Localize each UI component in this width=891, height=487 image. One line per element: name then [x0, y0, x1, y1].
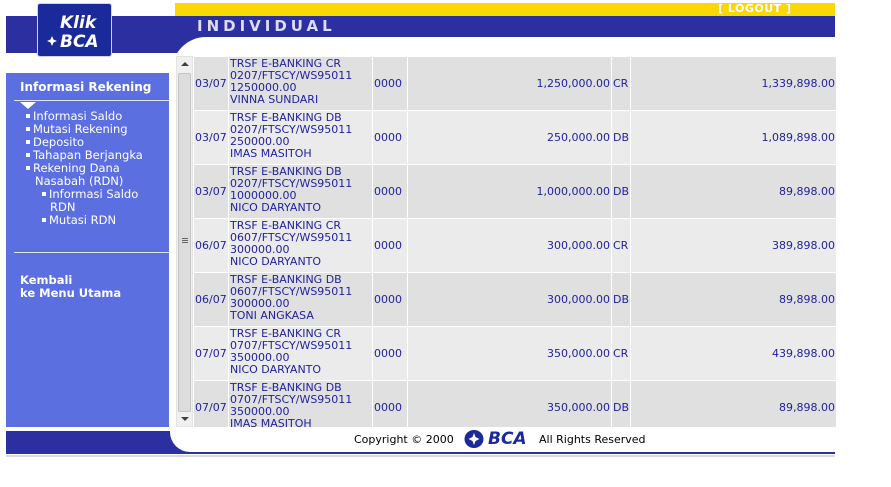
bca-emblem-icon [464, 429, 484, 449]
description-line: 0607/FTSCY/WS95011 [230, 285, 353, 298]
description-line: TRSF E-BANKING CR [230, 327, 342, 340]
date-cell: 06/07 [194, 219, 228, 272]
logout-link[interactable]: [ LOGOUT ] [718, 2, 792, 15]
sidebar [6, 73, 169, 427]
page-title: INDIVIDUAL [197, 17, 336, 35]
description-line: 300000.00 [230, 243, 290, 256]
sidebar-item-label: Mutasi RDN [49, 213, 117, 227]
branch-cell: 0000 [373, 381, 407, 427]
bullet-icon [26, 127, 30, 131]
copyright-text: Copyright © 2000 [354, 433, 454, 446]
footer-logo-text: BCA [488, 429, 527, 449]
sidebar-subitem-informasi-saldo-rdn[interactable] [26, 188, 166, 214]
back-to-main-menu-link[interactable] [20, 274, 121, 300]
bca-footer-logo [464, 429, 533, 449]
description-cell [229, 327, 372, 380]
description-line: TRSF E-BANKING DB [230, 165, 342, 178]
bullet-icon [42, 192, 46, 196]
date-cell: 03/07 [194, 111, 228, 164]
transaction-table [193, 56, 837, 427]
description-line: 250000.00 [230, 135, 290, 148]
sidebar-item-label-continued: Nasabah (RDN) [35, 174, 124, 188]
bullet-icon [26, 166, 30, 170]
description-line: NICO DARYANTO [230, 201, 322, 214]
description-cell [229, 273, 372, 326]
type-cell: CR [612, 57, 630, 110]
table-row [194, 111, 836, 164]
footer-divider [6, 455, 835, 457]
back-link-line2: ke Menu Utama [20, 286, 122, 300]
sidebar-item-label: Tahapan Berjangka [33, 148, 143, 162]
date-cell: 07/07 [194, 327, 228, 380]
type-cell: DB [612, 165, 630, 218]
balance-cell: 89,898.00 [631, 381, 836, 427]
grip-icon [182, 238, 188, 239]
bullet-icon [26, 140, 30, 144]
amount-cell: 1,000,000.00 [408, 165, 611, 218]
table-row [194, 381, 836, 427]
table-row [194, 273, 836, 326]
branch-cell: 0000 [373, 327, 407, 380]
amount-cell: 350,000.00 [408, 327, 611, 380]
balance-cell: 89,898.00 [631, 165, 836, 218]
bca-mark-icon [47, 36, 57, 46]
type-cell: DB [612, 273, 630, 326]
amount-cell: 250,000.00 [408, 111, 611, 164]
table-row [194, 57, 836, 110]
logo-text-klik: Klik [60, 13, 97, 33]
amount-cell: 300,000.00 [408, 219, 611, 272]
balance-cell: 389,898.00 [631, 219, 836, 272]
scroll-down-arrow-icon[interactable] [181, 417, 189, 421]
description-line: 0207/FTSCY/WS95011 [230, 123, 353, 136]
description-line: 0207/FTSCY/WS95011 [230, 69, 353, 82]
table-row [194, 219, 836, 272]
sidebar-item-label: Rekening Dana [33, 161, 120, 175]
description-line: NICO DARYANTO [230, 363, 322, 376]
vertical-scrollbar[interactable] [176, 56, 193, 427]
description-line: TRSF E-BANKING DB [230, 273, 342, 286]
description-line: TONI ANGKASA [230, 309, 314, 322]
description-line: VINNA SUNDARI [230, 93, 319, 106]
scroll-up-arrow-icon[interactable] [181, 62, 189, 66]
date-cell: 03/07 [194, 57, 228, 110]
description-line: 300000.00 [230, 297, 290, 310]
type-cell: DB [612, 381, 630, 427]
sidebar-item-label: Informasi Saldo [49, 187, 139, 201]
transaction-frame [193, 56, 837, 427]
description-line: 0207/FTSCY/WS95011 [230, 177, 353, 190]
description-line: TRSF E-BANKING DB [230, 111, 342, 124]
description-line: TRSF E-BANKING CR [230, 57, 342, 70]
sidebar-item-label-continued: RDN [50, 200, 76, 214]
description-line: 0607/FTSCY/WS95011 [230, 231, 353, 244]
sidebar-item-label: Mutasi Rekening [33, 122, 128, 136]
branch-cell: 0000 [373, 111, 407, 164]
description-line: 0707/FTSCY/WS95011 [230, 339, 353, 352]
bullet-icon [26, 114, 30, 118]
sidebar-divider [14, 252, 169, 253]
balance-cell: 89,898.00 [631, 273, 836, 326]
sidebar-item-label: Informasi Saldo [33, 109, 123, 123]
sidebar-item-label: Deposito [33, 135, 84, 149]
description-cell [229, 165, 372, 218]
branch-cell: 0000 [373, 165, 407, 218]
date-cell: 06/07 [194, 273, 228, 326]
sidebar-section-title: Informasi Rekening [20, 80, 152, 94]
type-cell: CR [612, 327, 630, 380]
description-cell [229, 57, 372, 110]
sidebar-subitem-mutasi-rdn[interactable] [26, 214, 166, 227]
description-line: IMAS MASITOH [230, 147, 312, 160]
table-row [194, 165, 836, 218]
date-cell: 07/07 [194, 381, 228, 427]
branch-cell: 0000 [373, 219, 407, 272]
description-cell [229, 111, 372, 164]
description-line: IMAS MASITOH [230, 417, 312, 427]
klikbca-logo[interactable] [37, 3, 112, 57]
balance-cell: 1,339,898.00 [631, 57, 836, 110]
back-link-line1: Kembali [20, 273, 73, 287]
branch-cell: 0000 [373, 57, 407, 110]
description-cell [229, 381, 372, 427]
sidebar-item-rdn[interactable] [26, 162, 166, 188]
amount-cell: 1,250,000.00 [408, 57, 611, 110]
description-line: NICO DARYANTO [230, 255, 322, 268]
balance-cell: 1,089,898.00 [631, 111, 836, 164]
amount-cell: 300,000.00 [408, 273, 611, 326]
type-cell: CR [612, 219, 630, 272]
logo-text-bca: BCA [60, 32, 99, 52]
balance-cell: 439,898.00 [631, 327, 836, 380]
description-line: TRSF E-BANKING CR [230, 219, 342, 232]
description-line: 0707/FTSCY/WS95011 [230, 393, 353, 406]
branch-cell: 0000 [373, 273, 407, 326]
date-cell: 03/07 [194, 165, 228, 218]
description-line: 1000000.00 [230, 189, 297, 202]
scrollbar-thumb[interactable] [178, 73, 191, 412]
description-line: 350000.00 [230, 405, 290, 418]
type-cell: DB [612, 111, 630, 164]
amount-cell: 350,000.00 [408, 381, 611, 427]
rights-text: All Rights Reserved [539, 433, 646, 446]
section-arrow-icon [20, 102, 36, 109]
description-line: TRSF E-BANKING DB [230, 381, 342, 394]
table-row [194, 327, 836, 380]
sidebar-divider [14, 100, 169, 101]
description-line: 350000.00 [230, 351, 290, 364]
description-cell [229, 219, 372, 272]
bullet-icon [42, 218, 46, 222]
sidebar-nav [26, 110, 166, 227]
description-line: 1250000.00 [230, 81, 297, 94]
bullet-icon [26, 153, 30, 157]
